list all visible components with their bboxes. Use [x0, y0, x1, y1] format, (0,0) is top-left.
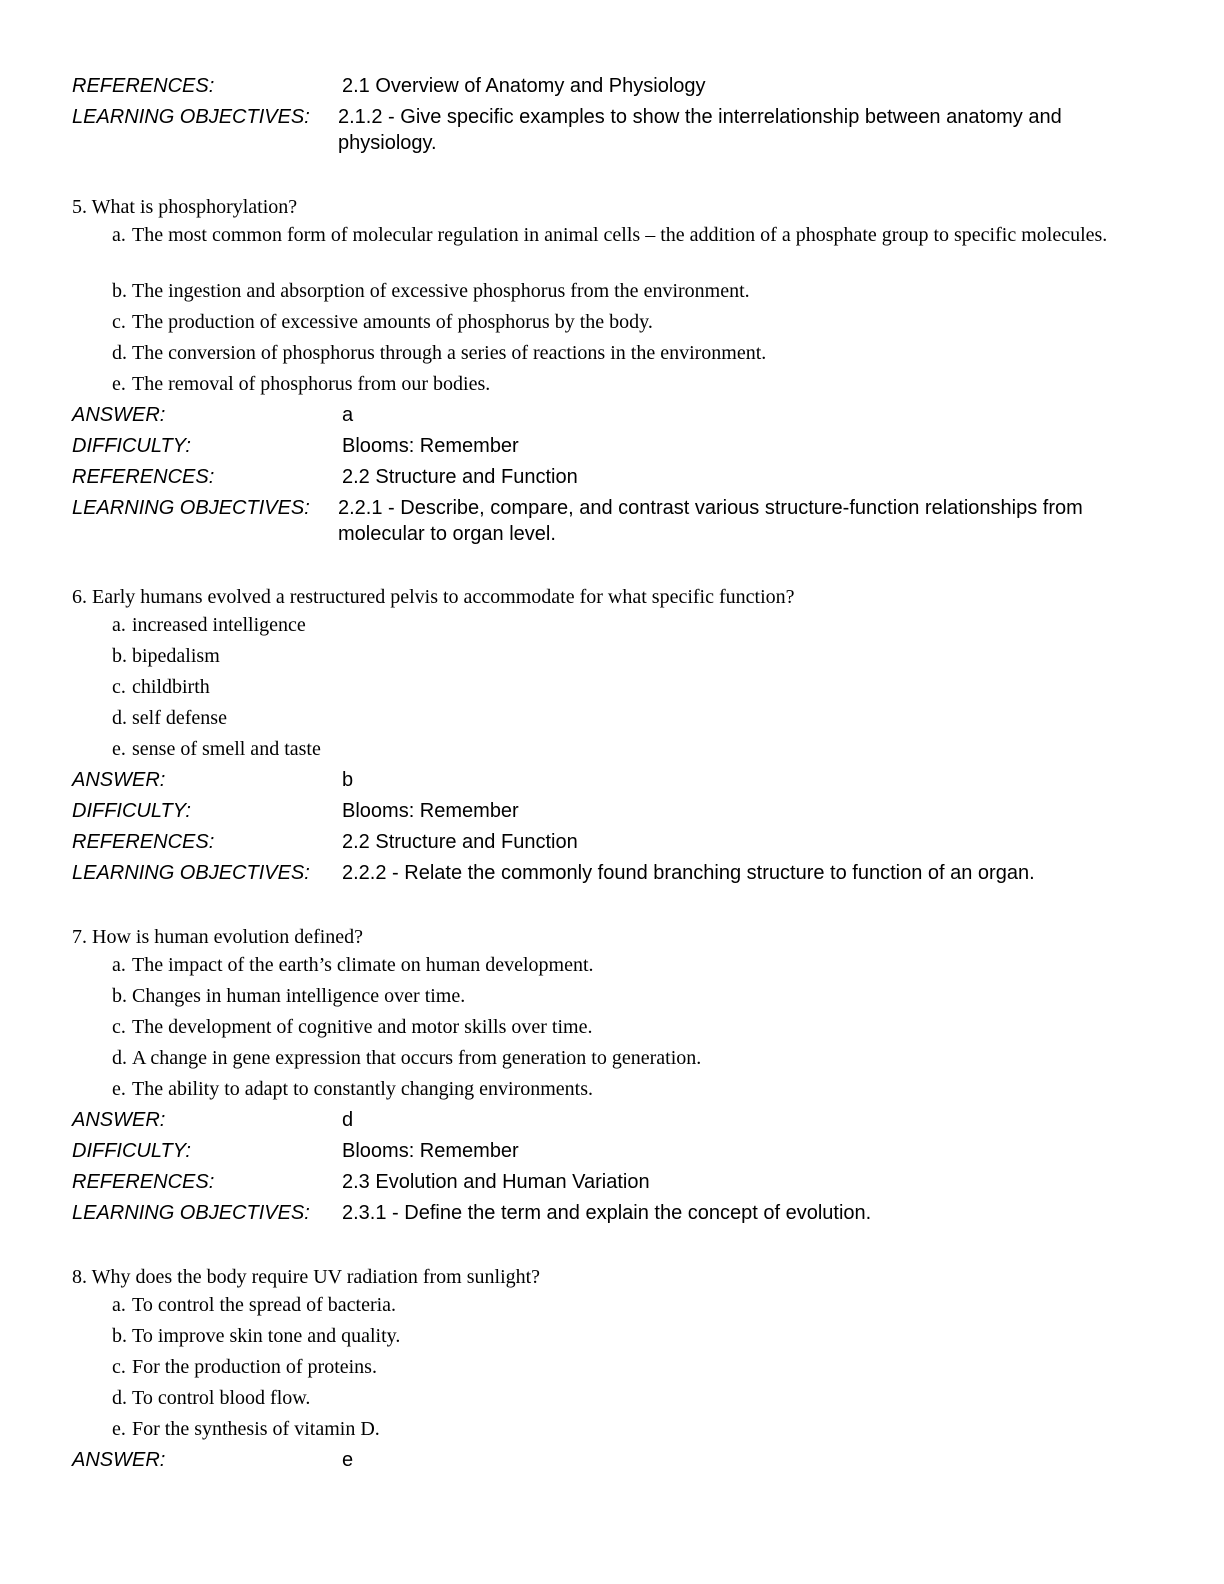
question-6-stem: 6. Early humans evolved a restructured pelvis to accommodate for what specific function? — [72, 586, 795, 608]
option-letter: a. — [112, 224, 126, 246]
question-8-answer-row — [72, 1447, 1152, 1473]
option-letter: d. — [112, 1047, 127, 1069]
question-7-answer-row — [72, 1107, 1152, 1133]
option-text: To improve skin tone and quality. — [132, 1325, 401, 1347]
difficulty-value: Blooms: Remember — [342, 1140, 519, 1162]
option-text: The development of cognitive and motor skills over time. — [132, 1016, 593, 1038]
learning-objectives-label: LEARNING OBJECTIVES: — [72, 1202, 310, 1224]
question-8-option-d — [112, 1385, 1112, 1411]
question-6-references-row — [72, 829, 1152, 855]
question-5-option-d — [112, 340, 1112, 366]
option-text: To control the spread of bacteria. — [132, 1294, 397, 1316]
learning-objectives-label: LEARNING OBJECTIVES: — [72, 497, 310, 519]
question-6-option-e — [112, 736, 1112, 762]
option-text: For the production of proteins. — [132, 1356, 377, 1378]
question-8-option-c — [112, 1354, 1112, 1380]
question-8-option-e — [112, 1416, 1112, 1442]
answer-value: e — [342, 1449, 354, 1471]
option-letter: d. — [112, 342, 127, 364]
option-letter: b. — [112, 1325, 127, 1347]
option-text: The removal of phosphorus from our bodies. — [132, 373, 491, 395]
difficulty-label: DIFFICULTY: — [72, 800, 191, 822]
answer-label: ANSWER: — [72, 1449, 166, 1471]
question-7-option-c — [112, 1014, 1112, 1040]
references-label: REFERENCES: — [72, 466, 215, 488]
difficulty-value: Blooms: Remember — [342, 800, 519, 822]
references-value: 2.3 Evolution and Human Variation — [342, 1171, 650, 1193]
answer-label: ANSWER: — [72, 404, 166, 426]
option-letter: d. — [112, 707, 127, 729]
question-7-option-e — [112, 1076, 1112, 1102]
question-5-option-c — [112, 309, 1112, 335]
question-8-option-b — [112, 1323, 1112, 1349]
difficulty-value: Blooms: Remember — [342, 435, 519, 457]
option-letter: c. — [112, 311, 126, 333]
question-8-option-a — [112, 1292, 1112, 1318]
option-letter: b. — [112, 280, 127, 302]
references-label: REFERENCES: — [72, 1171, 215, 1193]
question-5-references-row — [72, 464, 1152, 490]
option-letter: c. — [112, 676, 126, 698]
question-5-stem: 5. What is phosphorylation? — [72, 196, 298, 218]
option-text: The ingestion and absorption of excessive phosphorus from the environment. — [132, 280, 750, 302]
answer-value: b — [342, 769, 354, 791]
option-text: bipedalism — [132, 645, 220, 667]
question-6-difficulty-row — [72, 798, 1152, 824]
option-letter: a. — [112, 614, 126, 636]
option-text: increased intelligence — [132, 614, 306, 636]
question-5-option-a — [112, 222, 1112, 248]
question-6-answer-row — [72, 767, 1152, 793]
question-6-option-b — [112, 643, 1112, 669]
option-letter: a. — [112, 954, 126, 976]
question-6-option-a — [112, 612, 1112, 638]
option-text: The conversion of phosphorus through a series of reactions in the environment. — [132, 342, 767, 364]
question-7-option-a — [112, 952, 1112, 978]
option-text: sense of smell and taste — [132, 738, 321, 760]
option-text: The most common form of molecular regulation in animal cells – the addition of a phosphate group to specific molecules. — [132, 224, 1108, 246]
option-letter: c. — [112, 1016, 126, 1038]
option-text: The ability to adapt to constantly changing environments. — [132, 1078, 594, 1100]
option-text: To control blood flow. — [132, 1387, 311, 1409]
option-letter: d. — [112, 1387, 127, 1409]
question-6-option-d — [112, 705, 1112, 731]
question-7-option-b — [112, 983, 1112, 1009]
answer-value: a — [342, 404, 354, 426]
question-6-learning-objectives-row — [72, 860, 1152, 886]
references-value: 2.2 Structure and Function — [342, 831, 578, 853]
question-8-stem: 8. Why does the body require UV radiation from sunlight? — [72, 1266, 541, 1288]
learning-objectives-label: LEARNING OBJECTIVES: — [72, 862, 310, 884]
difficulty-label: DIFFICULTY: — [72, 1140, 191, 1162]
question-5-option-b — [112, 278, 1112, 304]
question-7-learning-objectives-row — [72, 1200, 1152, 1226]
option-text: For the synthesis of vitamin D. — [132, 1418, 380, 1440]
option-text: self defense — [132, 707, 227, 729]
question-7-stem: 7. How is human evolution defined? — [72, 926, 364, 948]
option-letter: e. — [112, 1418, 126, 1440]
option-text: A change in gene expression that occurs from generation to generation. — [132, 1047, 702, 1069]
question-7-difficulty-row — [72, 1138, 1152, 1164]
top-references-row — [72, 73, 1152, 99]
option-text: The impact of the earth’s climate on human development. — [132, 954, 594, 976]
answer-label: ANSWER: — [72, 1109, 166, 1131]
option-letter: e. — [112, 1078, 126, 1100]
references-value: 2.1 Overview of Anatomy and Physiology — [342, 75, 706, 97]
option-letter: b. — [112, 985, 127, 1007]
option-text: The production of excessive amounts of phosphorus by the body. — [132, 311, 653, 333]
option-letter: b. — [112, 645, 127, 667]
references-label: REFERENCES: — [72, 75, 215, 97]
answer-label: ANSWER: — [72, 769, 166, 791]
option-text: Changes in human intelligence over time. — [132, 985, 466, 1007]
question-7-option-d — [112, 1045, 1112, 1071]
question-5-answer-row — [72, 402, 1152, 428]
learning-objectives-value: 2.1.2 - Give specific examples to show the interrelationship between anatomy and physiology. — [338, 106, 1062, 154]
option-letter: c. — [112, 1356, 126, 1378]
option-letter: a. — [112, 1294, 126, 1316]
option-letter: e. — [112, 373, 126, 395]
top-learning-objectives-row — [72, 104, 1152, 156]
learning-objectives-value: 2.2.1 - Describe, compare, and contrast various structure-function relationships from molecular to organ level. — [338, 497, 1083, 545]
question-5-learning-objectives-row — [72, 495, 1152, 547]
question-7-references-row — [72, 1169, 1152, 1195]
question-5-option-e — [112, 371, 1112, 397]
option-text: childbirth — [132, 676, 210, 698]
question-6-option-c — [112, 674, 1112, 700]
question-5-difficulty-row — [72, 433, 1152, 459]
references-value: 2.2 Structure and Function — [342, 466, 578, 488]
difficulty-label: DIFFICULTY: — [72, 435, 191, 457]
learning-objectives-label: LEARNING OBJECTIVES: — [72, 106, 310, 128]
learning-objectives-value: 2.3.1 - Define the term and explain the concept of evolution. — [342, 1202, 872, 1224]
option-letter: e. — [112, 738, 126, 760]
references-label: REFERENCES: — [72, 831, 215, 853]
answer-value: d — [342, 1109, 354, 1131]
learning-objectives-value: 2.2.2 - Relate the commonly found branching structure to function of an organ. — [342, 862, 1035, 884]
